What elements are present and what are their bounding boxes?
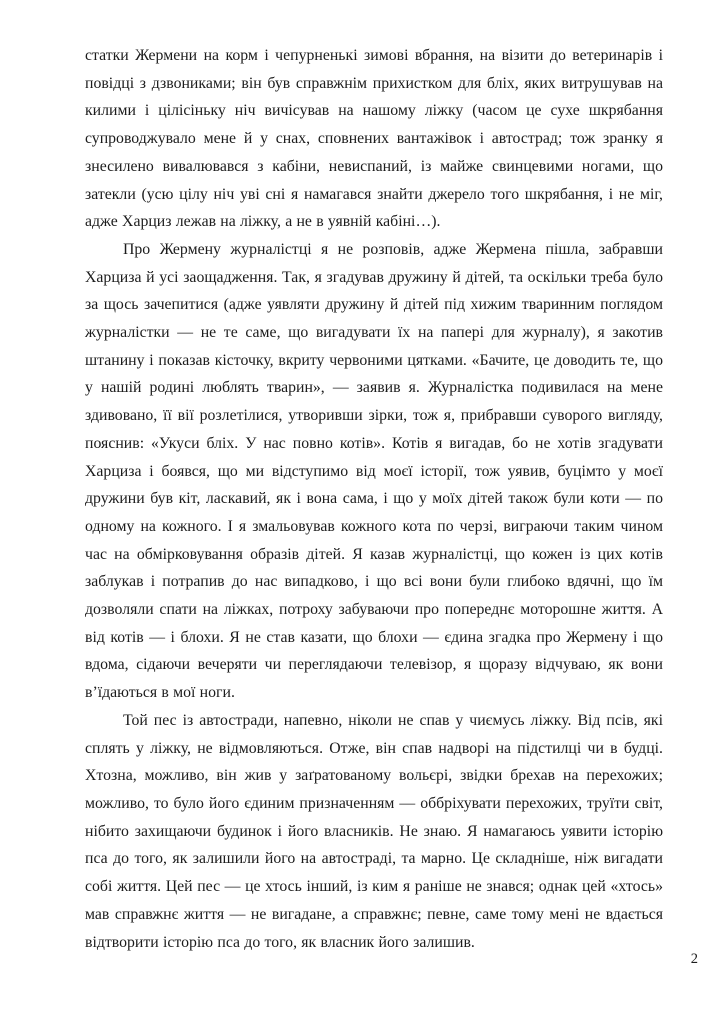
text-block — [85, 42, 663, 956]
paragraph: Той пес із автостради, напевно, ніколи не спав у чиємусь ліжку. Від псів, які сплять у ліжку, не відмовляються. Отже, він спав надворі на підстилці чи в будці. Хтозна, можливо, він жив у заґратованому вольєрі, звідки брехав на перехожих; можливо, то було його єдиним призначенням — оббріхувати перехожих, труїти світ, нібито захищаючи будинок і його власників. Не знаю. Я намагаюсь уявити історію пса до того, як залишили його на автостраді, та марно. Це складніше, ніж вигадати собі життя. Цей пес — це хтось інший, із ким я раніше не знався; однак цей «хтось» мав справжнє життя — не вигадане, а справжнє; певне, саме тому мені не вдається відтворити історію пса до того, як власник його залишив. — [85, 711, 663, 951]
paragraph: Про Жермену журналістці я не розповів, адже Жермена пішла, забравши Харциза й усі заощадження. Так, я згадував дружину й дітей, та оскільки треба було за щось зачепитися (адже уявляти дружину й дітей під хижим тваринним поглядом журналістки — не те саме, що вигадувати їх на папері для журналу), я закотив штанину і показав кісточку, вкриту червоними цятками. «Бачите, це доводить те, що у нашій родині люблять тварин», — заявив я. Журналістка подивилася на мене здивовано, її вії розлетілися, утворивши зірки, тож я, прибравши суворого вигляду, пояснив: «Укуси бліх. У нас повно котів». Котів я вигадав, бо не хотів згадувати Харциза і боявся, що ми відступимо від моєї історії, тож уявив, буцімто у моєї дружини був кіт, ласкавий, як і вона сама, і що у моїх дітей також були коти — по одному на кожного. І я змальовував кожного кота по черзі, виграючи таким чином час на обмірковування образів дітей. Я казав журналістці, що кожен із цих котів заблукав і потрапив до нас випадково, і що всі вони були глибоко вдячні, що їм дозволяли спати на ліжках, потроху забуваючи про попереднє моторошне життя. А від котів — і блохи. Я не став казати, що блохи — єдина згадка про Жермену і що вдома, сідаючи вечеряти чи переглядаючи телевізор, я щоразу відчуваю, як вони в’їдаються в мої ноги. — [85, 240, 663, 702]
page-number: 2 — [690, 951, 698, 967]
paragraph: статки Жермени на корм і чепурненькі зимові вбрання, на візити до ветеринарів і повідці з дзвониками; він був справжнім прихистком для бліх, яких витрушував на килими і цілісіньку ніч вичісував на нашому ліжку (часом це сухе шкрябання супроводжувало мене й у снах, сповнених вантажівок і автострад; тож зранку я знесилено вивалювався з кабіни, невиспаний, із майже свинцевими ногами, що затекли (усю цілу ніч уві сні я намагався знайти джерело того шкрябання, і не міг, адже Харциз лежав на ліжку, а не в уявній кабіні…). — [85, 47, 663, 231]
